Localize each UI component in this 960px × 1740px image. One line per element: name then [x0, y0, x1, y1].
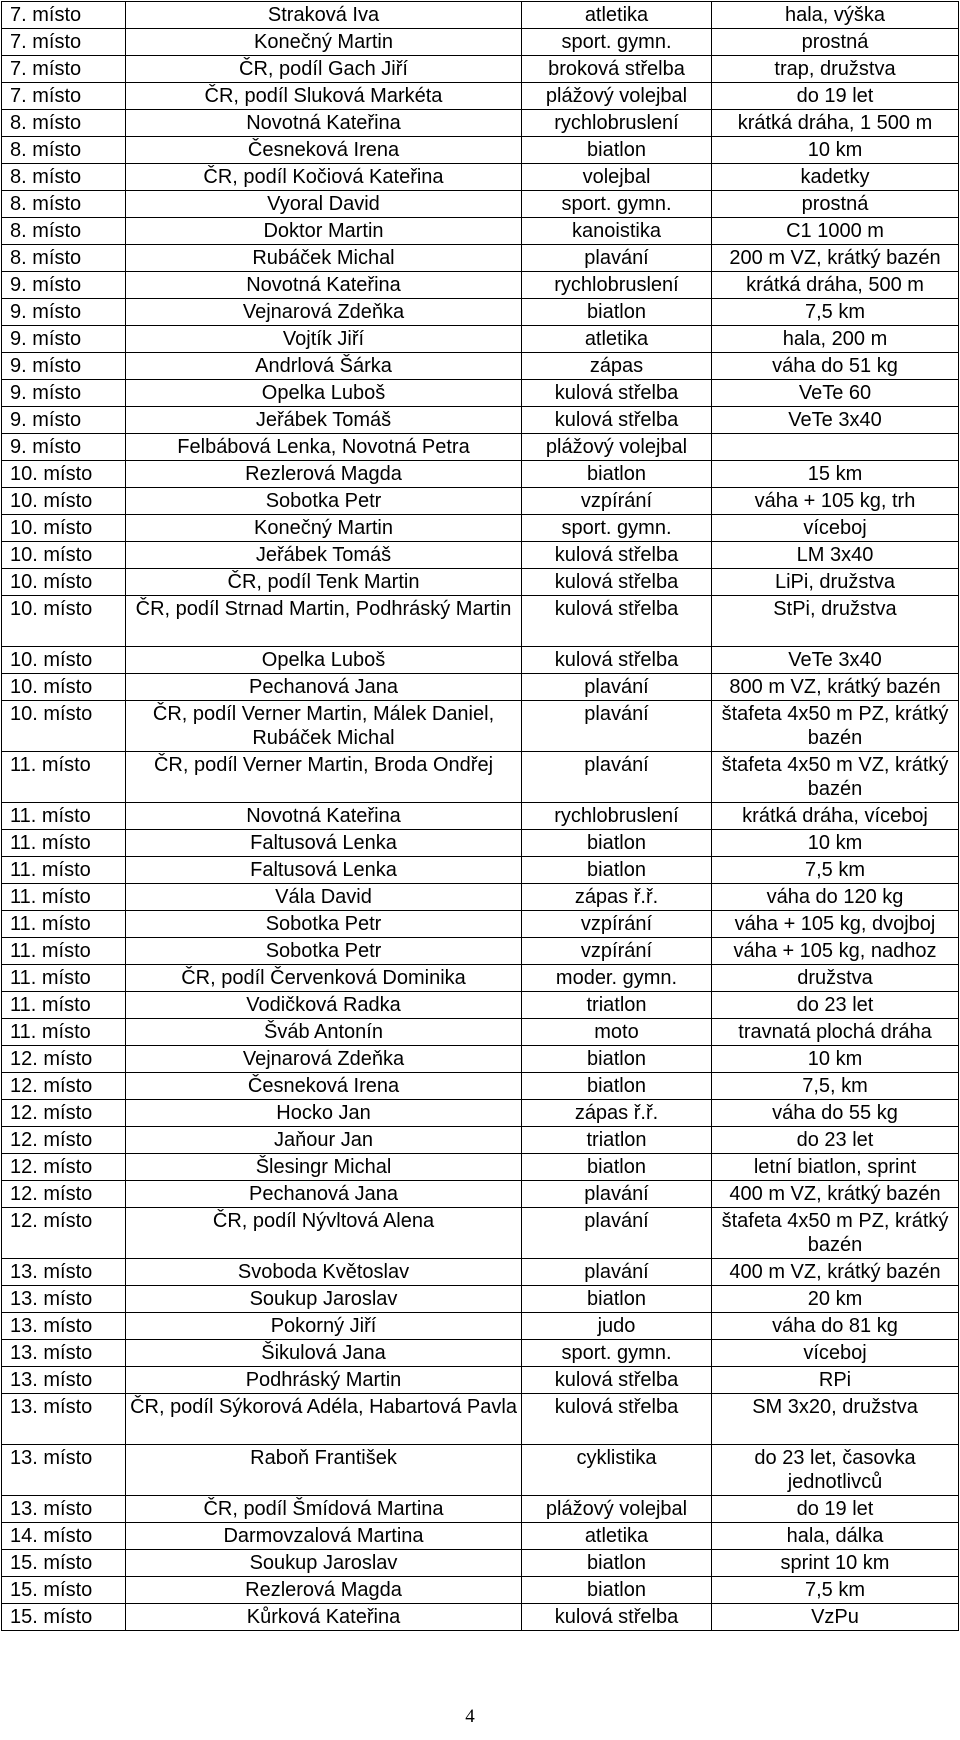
- discipline-cell: [712, 434, 959, 461]
- place-cell: 9. místo: [2, 407, 126, 434]
- name-cell: Šváb Antonín: [126, 1019, 522, 1046]
- sport-cell: rychlobruslení: [522, 803, 712, 830]
- name-cell: Doktor Martin: [126, 218, 522, 245]
- name-cell: Novotná Kateřina: [126, 272, 522, 299]
- discipline-cell: družstva: [712, 965, 959, 992]
- place-cell: 12. místo: [2, 1154, 126, 1181]
- name-cell: Andrlová Šárka: [126, 353, 522, 380]
- name-cell: Sobotka Petr: [126, 938, 522, 965]
- sport-cell: moder. gymn.: [522, 965, 712, 992]
- table-row: [2, 326, 959, 353]
- table-row: [2, 674, 959, 701]
- sport-cell: kulová střelba: [522, 542, 712, 569]
- discipline-cell: 10 km: [712, 830, 959, 857]
- discipline-cell: 800 m VZ, krátký bazén: [712, 674, 959, 701]
- place-cell: 13. místo: [2, 1394, 126, 1445]
- discipline-cell: 7,5, km: [712, 1073, 959, 1100]
- discipline-cell: do 19 let: [712, 1496, 959, 1523]
- table-row: [2, 803, 959, 830]
- place-cell: 9. místo: [2, 272, 126, 299]
- name-cell: Vejnarová Zdeňka: [126, 299, 522, 326]
- place-cell: 11. místo: [2, 752, 126, 803]
- table-row: [2, 1550, 959, 1577]
- place-cell: 11. místo: [2, 830, 126, 857]
- discipline-cell: do 19 let: [712, 83, 959, 110]
- sport-cell: kanoistika: [522, 218, 712, 245]
- sport-cell: kulová střelba: [522, 569, 712, 596]
- name-cell: ČR, podíl Sýkorová Adéla, Habartová Pavla: [126, 1394, 522, 1445]
- name-cell: Novotná Kateřina: [126, 110, 522, 137]
- sport-cell: biatlon: [522, 299, 712, 326]
- discipline-cell: VeTe 3x40: [712, 407, 959, 434]
- place-cell: 9. místo: [2, 353, 126, 380]
- place-cell: 8. místo: [2, 164, 126, 191]
- table-row: [2, 1046, 959, 1073]
- name-cell: Šikulová Jana: [126, 1340, 522, 1367]
- table-row: [2, 1127, 959, 1154]
- name-cell: Straková Iva: [126, 2, 522, 29]
- place-cell: 10. místo: [2, 515, 126, 542]
- place-cell: 15. místo: [2, 1604, 126, 1631]
- sport-cell: atletika: [522, 2, 712, 29]
- discipline-cell: trap, družstva: [712, 56, 959, 83]
- table-row: [2, 1100, 959, 1127]
- sport-cell: sport. gymn.: [522, 515, 712, 542]
- name-cell: Hocko Jan: [126, 1100, 522, 1127]
- sport-cell: plážový volejbal: [522, 434, 712, 461]
- name-cell: ČR, podíl Verner Martin, Málek Daniel, Rubáček Michal: [126, 701, 522, 752]
- place-cell: 7. místo: [2, 29, 126, 56]
- discipline-cell: hala, 200 m: [712, 326, 959, 353]
- discipline-cell: štafeta 4x50 m VZ, krátký bazén: [712, 752, 959, 803]
- sport-cell: biatlon: [522, 461, 712, 488]
- table-row: [2, 137, 959, 164]
- discipline-cell: hala, výška: [712, 2, 959, 29]
- table-row: [2, 272, 959, 299]
- sport-cell: plavání: [522, 245, 712, 272]
- discipline-cell: LiPi, družstva: [712, 569, 959, 596]
- discipline-cell: kadetky: [712, 164, 959, 191]
- sport-cell: plavání: [522, 1259, 712, 1286]
- sport-cell: vzpírání: [522, 911, 712, 938]
- sport-cell: biatlon: [522, 1550, 712, 1577]
- name-cell: ČR, podíl Verner Martin, Broda Ondřej: [126, 752, 522, 803]
- table-row: [2, 380, 959, 407]
- sport-cell: rychlobruslení: [522, 110, 712, 137]
- discipline-cell: krátká dráha, víceboj: [712, 803, 959, 830]
- discipline-cell: 7,5 km: [712, 857, 959, 884]
- discipline-cell: váha + 105 kg, trh: [712, 488, 959, 515]
- place-cell: 11. místo: [2, 803, 126, 830]
- table-row: [2, 191, 959, 218]
- table-row: [2, 965, 959, 992]
- sport-cell: vzpírání: [522, 488, 712, 515]
- place-cell: 10. místo: [2, 461, 126, 488]
- name-cell: Podhráský Martin: [126, 1367, 522, 1394]
- name-cell: ČR, podíl Nývltová Alena: [126, 1208, 522, 1259]
- table-row: [2, 515, 959, 542]
- discipline-cell: C1 1000 m: [712, 218, 959, 245]
- discipline-cell: VeTe 3x40: [712, 647, 959, 674]
- sport-cell: volejbal: [522, 164, 712, 191]
- table-row: [2, 830, 959, 857]
- place-cell: 15. místo: [2, 1550, 126, 1577]
- name-cell: ČR, podíl Šmídová Martina: [126, 1496, 522, 1523]
- name-cell: Opelka Luboš: [126, 380, 522, 407]
- table-row: [2, 752, 959, 803]
- table-row: [2, 1367, 959, 1394]
- discipline-cell: váha do 81 kg: [712, 1313, 959, 1340]
- name-cell: Šlesingr Michal: [126, 1154, 522, 1181]
- name-cell: Konečný Martin: [126, 515, 522, 542]
- discipline-cell: prostná: [712, 191, 959, 218]
- sport-cell: triatlon: [522, 992, 712, 1019]
- sport-cell: kulová střelba: [522, 1604, 712, 1631]
- discipline-cell: hala, dálka: [712, 1523, 959, 1550]
- name-cell: Soukup Jaroslav: [126, 1286, 522, 1313]
- discipline-cell: 400 m VZ, krátký bazén: [712, 1259, 959, 1286]
- sport-cell: cyklistika: [522, 1445, 712, 1496]
- discipline-cell: váha do 120 kg: [712, 884, 959, 911]
- discipline-cell: váha + 105 kg, dvojboj: [712, 911, 959, 938]
- place-cell: 15. místo: [2, 1577, 126, 1604]
- table-row: [2, 596, 959, 647]
- sport-cell: zápas ř.ř.: [522, 1100, 712, 1127]
- name-cell: ČR, podíl Tenk Martin: [126, 569, 522, 596]
- name-cell: Rubáček Michal: [126, 245, 522, 272]
- place-cell: 11. místo: [2, 965, 126, 992]
- place-cell: 12. místo: [2, 1073, 126, 1100]
- place-cell: 10. místo: [2, 674, 126, 701]
- name-cell: Faltusová Lenka: [126, 830, 522, 857]
- sport-cell: kulová střelba: [522, 380, 712, 407]
- sport-cell: atletika: [522, 326, 712, 353]
- place-cell: 11. místo: [2, 992, 126, 1019]
- table-row: [2, 2, 959, 29]
- sport-cell: biatlon: [522, 857, 712, 884]
- place-cell: 14. místo: [2, 1523, 126, 1550]
- place-cell: 10. místo: [2, 488, 126, 515]
- name-cell: Vyoral David: [126, 191, 522, 218]
- place-cell: 8. místo: [2, 137, 126, 164]
- table-row: [2, 938, 959, 965]
- place-cell: 13. místo: [2, 1340, 126, 1367]
- place-cell: 13. místo: [2, 1445, 126, 1496]
- name-cell: Rezlerová Magda: [126, 461, 522, 488]
- table-row: [2, 1496, 959, 1523]
- sport-cell: plavání: [522, 752, 712, 803]
- sport-cell: zápas: [522, 353, 712, 380]
- table-row: [2, 1073, 959, 1100]
- discipline-cell: štafeta 4x50 m PZ, krátký bazén: [712, 701, 959, 752]
- place-cell: 13. místo: [2, 1313, 126, 1340]
- sport-cell: judo: [522, 1313, 712, 1340]
- name-cell: Konečný Martin: [126, 29, 522, 56]
- table-row: [2, 1181, 959, 1208]
- table-row: [2, 434, 959, 461]
- place-cell: 13. místo: [2, 1286, 126, 1313]
- table-row: [2, 218, 959, 245]
- sport-cell: kulová střelba: [522, 1367, 712, 1394]
- name-cell: Česneková Irena: [126, 1073, 522, 1100]
- discipline-cell: RPi: [712, 1367, 959, 1394]
- discipline-cell: LM 3x40: [712, 542, 959, 569]
- discipline-cell: do 23 let: [712, 1127, 959, 1154]
- table-row: [2, 1394, 959, 1445]
- table-row: [2, 461, 959, 488]
- sport-cell: biatlon: [522, 1046, 712, 1073]
- name-cell: Sobotka Petr: [126, 911, 522, 938]
- table-row: [2, 911, 959, 938]
- sport-cell: moto: [522, 1019, 712, 1046]
- discipline-cell: 15 km: [712, 461, 959, 488]
- name-cell: Jeřábek Tomáš: [126, 407, 522, 434]
- sport-cell: plavání: [522, 674, 712, 701]
- place-cell: 11. místo: [2, 938, 126, 965]
- place-cell: 9. místo: [2, 299, 126, 326]
- table-row: [2, 1340, 959, 1367]
- discipline-cell: víceboj: [712, 515, 959, 542]
- name-cell: Sobotka Petr: [126, 488, 522, 515]
- discipline-cell: prostná: [712, 29, 959, 56]
- table-row: [2, 647, 959, 674]
- discipline-cell: VzPu: [712, 1604, 959, 1631]
- name-cell: Novotná Kateřina: [126, 803, 522, 830]
- sport-cell: biatlon: [522, 830, 712, 857]
- place-cell: 9. místo: [2, 434, 126, 461]
- place-cell: 11. místo: [2, 911, 126, 938]
- discipline-cell: krátká dráha, 500 m: [712, 272, 959, 299]
- sport-cell: plážový volejbal: [522, 83, 712, 110]
- discipline-cell: VeTe 60: [712, 380, 959, 407]
- sport-cell: biatlon: [522, 137, 712, 164]
- table-row: [2, 992, 959, 1019]
- table-row: [2, 1445, 959, 1496]
- table-row: [2, 1208, 959, 1259]
- sport-cell: rychlobruslení: [522, 272, 712, 299]
- sport-cell: kulová střelba: [522, 647, 712, 674]
- table-row: [2, 1154, 959, 1181]
- discipline-cell: travnatá plochá dráha: [712, 1019, 959, 1046]
- discipline-cell: 200 m VZ, krátký bazén: [712, 245, 959, 272]
- place-cell: 8. místo: [2, 245, 126, 272]
- table-row: [2, 488, 959, 515]
- place-cell: 9. místo: [2, 380, 126, 407]
- place-cell: 7. místo: [2, 83, 126, 110]
- table-row: [2, 29, 959, 56]
- results-table-body: [2, 2, 959, 1631]
- table-row: [2, 110, 959, 137]
- discipline-cell: StPi, družstva: [712, 596, 959, 647]
- place-cell: 8. místo: [2, 218, 126, 245]
- table-row: [2, 1523, 959, 1550]
- sport-cell: broková střelba: [522, 56, 712, 83]
- sport-cell: plážový volejbal: [522, 1496, 712, 1523]
- place-cell: 10. místo: [2, 647, 126, 674]
- name-cell: Jaňour Jan: [126, 1127, 522, 1154]
- table-row: [2, 245, 959, 272]
- discipline-cell: 10 km: [712, 137, 959, 164]
- table-row: [2, 1286, 959, 1313]
- place-cell: 8. místo: [2, 110, 126, 137]
- table-row: [2, 884, 959, 911]
- place-cell: 13. místo: [2, 1367, 126, 1394]
- table-row: [2, 164, 959, 191]
- table-row: [2, 56, 959, 83]
- discipline-cell: 7,5 km: [712, 299, 959, 326]
- discipline-cell: sprint 10 km: [712, 1550, 959, 1577]
- name-cell: Opelka Luboš: [126, 647, 522, 674]
- table-row: [2, 353, 959, 380]
- discipline-cell: krátká dráha, 1 500 m: [712, 110, 959, 137]
- name-cell: Kůrková Kateřina: [126, 1604, 522, 1631]
- table-row: [2, 569, 959, 596]
- sport-cell: plavání: [522, 701, 712, 752]
- name-cell: ČR, podíl Gach Jiří: [126, 56, 522, 83]
- name-cell: ČR, podíl Sluková Markéta: [126, 83, 522, 110]
- table-row: [2, 1019, 959, 1046]
- place-cell: 9. místo: [2, 326, 126, 353]
- table-row: [2, 701, 959, 752]
- sport-cell: kulová střelba: [522, 407, 712, 434]
- discipline-cell: 20 km: [712, 1286, 959, 1313]
- name-cell: Faltusová Lenka: [126, 857, 522, 884]
- sport-cell: sport. gymn.: [522, 191, 712, 218]
- discipline-cell: váha do 55 kg: [712, 1100, 959, 1127]
- table-row: [2, 1259, 959, 1286]
- sport-cell: sport. gymn.: [522, 1340, 712, 1367]
- sport-cell: biatlon: [522, 1286, 712, 1313]
- name-cell: ČR, podíl Červenková Dominika: [126, 965, 522, 992]
- sport-cell: biatlon: [522, 1154, 712, 1181]
- sport-cell: plavání: [522, 1181, 712, 1208]
- sport-cell: zápas ř.ř.: [522, 884, 712, 911]
- name-cell: Felbábová Lenka, Novotná Petra: [126, 434, 522, 461]
- name-cell: Darmovzalová Martina: [126, 1523, 522, 1550]
- name-cell: Pechanová Jana: [126, 1181, 522, 1208]
- discipline-cell: 7,5 km: [712, 1577, 959, 1604]
- sport-cell: biatlon: [522, 1577, 712, 1604]
- place-cell: 11. místo: [2, 884, 126, 911]
- discipline-cell: SM 3x20, družstva: [712, 1394, 959, 1445]
- table-row: [2, 1577, 959, 1604]
- sport-cell: biatlon: [522, 1073, 712, 1100]
- table-row: [2, 857, 959, 884]
- sport-cell: kulová střelba: [522, 596, 712, 647]
- place-cell: 13. místo: [2, 1259, 126, 1286]
- discipline-cell: váha + 105 kg, nadhoz: [712, 938, 959, 965]
- place-cell: 10. místo: [2, 701, 126, 752]
- table-row: [2, 542, 959, 569]
- place-cell: 8. místo: [2, 191, 126, 218]
- table-row: [2, 1313, 959, 1340]
- place-cell: 12. místo: [2, 1046, 126, 1073]
- page-number: 4: [465, 1706, 475, 1727]
- results-table: [1, 1, 959, 1631]
- discipline-cell: 10 km: [712, 1046, 959, 1073]
- name-cell: Jeřábek Tomáš: [126, 542, 522, 569]
- discipline-cell: letní biatlon, sprint: [712, 1154, 959, 1181]
- place-cell: 11. místo: [2, 1019, 126, 1046]
- name-cell: Česneková Irena: [126, 137, 522, 164]
- name-cell: Vodičková Radka: [126, 992, 522, 1019]
- place-cell: 10. místo: [2, 596, 126, 647]
- place-cell: 7. místo: [2, 56, 126, 83]
- name-cell: Raboň František: [126, 1445, 522, 1496]
- sport-cell: triatlon: [522, 1127, 712, 1154]
- table-row: [2, 1604, 959, 1631]
- sport-cell: sport. gymn.: [522, 29, 712, 56]
- name-cell: Soukup Jaroslav: [126, 1550, 522, 1577]
- name-cell: ČR, podíl Kočiová Kateřina: [126, 164, 522, 191]
- name-cell: Vála David: [126, 884, 522, 911]
- place-cell: 11. místo: [2, 857, 126, 884]
- place-cell: 7. místo: [2, 2, 126, 29]
- name-cell: ČR, podíl Strnad Martin, Podhráský Martin: [126, 596, 522, 647]
- name-cell: Pechanová Jana: [126, 674, 522, 701]
- sport-cell: plavání: [522, 1208, 712, 1259]
- place-cell: 10. místo: [2, 542, 126, 569]
- discipline-cell: do 23 let, časovka jednotlivců: [712, 1445, 959, 1496]
- table-row: [2, 299, 959, 326]
- table-row: [2, 83, 959, 110]
- discipline-cell: do 23 let: [712, 992, 959, 1019]
- place-cell: 10. místo: [2, 569, 126, 596]
- table-row: [2, 407, 959, 434]
- name-cell: Vojtík Jiří: [126, 326, 522, 353]
- place-cell: 12. místo: [2, 1100, 126, 1127]
- name-cell: Pokorný Jiří: [126, 1313, 522, 1340]
- name-cell: Rezlerová Magda: [126, 1577, 522, 1604]
- place-cell: 12. místo: [2, 1181, 126, 1208]
- discipline-cell: víceboj: [712, 1340, 959, 1367]
- name-cell: Svoboda Květoslav: [126, 1259, 522, 1286]
- place-cell: 12. místo: [2, 1208, 126, 1259]
- sport-cell: atletika: [522, 1523, 712, 1550]
- discipline-cell: štafeta 4x50 m PZ, krátký bazén: [712, 1208, 959, 1259]
- sport-cell: kulová střelba: [522, 1394, 712, 1445]
- place-cell: 13. místo: [2, 1496, 126, 1523]
- sport-cell: vzpírání: [522, 938, 712, 965]
- discipline-cell: váha do 51 kg: [712, 353, 959, 380]
- name-cell: Vejnarová Zdeňka: [126, 1046, 522, 1073]
- discipline-cell: 400 m VZ, krátký bazén: [712, 1181, 959, 1208]
- place-cell: 12. místo: [2, 1127, 126, 1154]
